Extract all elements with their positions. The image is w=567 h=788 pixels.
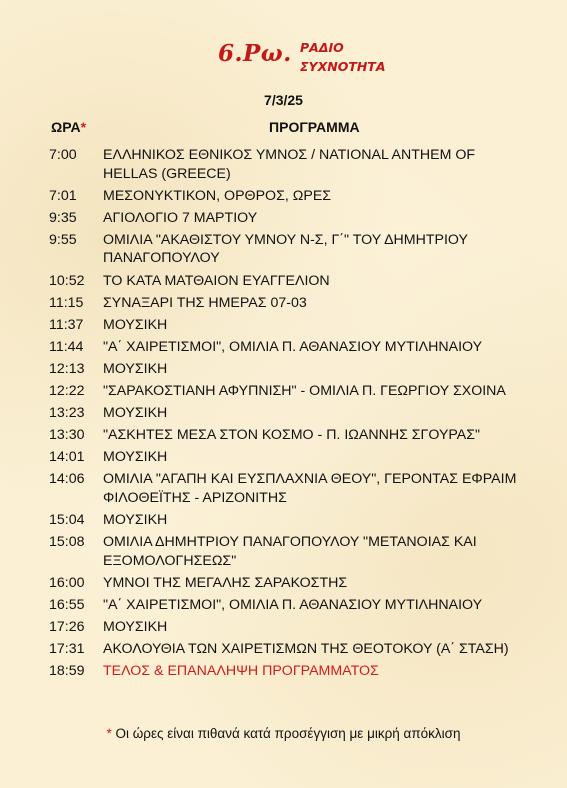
- schedule-time: 18:59: [49, 663, 85, 680]
- schedule-program: ΟΜΙΛΙΑ "ΑΚΑΘΙΣΤΟΥ ΥΜΝΟΥ Ν-Σ, Γ΄" ΤΟΥ ΔΗΜΗΤΡΙΟΥ ΠΑΝΑΓΟΠΟΥΛΟΥ: [103, 231, 468, 267]
- station-logo: 6.Ρω.: [218, 40, 292, 67]
- schedule-time: 14:01: [49, 449, 85, 466]
- schedule-program: ΤΟ ΚΑΤΑ ΜΑΤΘΑΙΟΝ ΕΥΑΓΓΕΛΙΟΝ: [103, 272, 330, 289]
- radio-label: ΡΑΔΙΟ: [300, 40, 344, 55]
- schedule-row: [49, 338, 519, 357]
- schedule-program: "Α΄ ΧΑΙΡΕΤΙΣΜΟΙ", ΟΜΙΛΙΑ Π. ΑΘΑΝΑΣΙΟΥ ΜΥΤΙΛΗΝΑΙΟΥ: [103, 338, 483, 355]
- schedule-time: 9:55: [49, 231, 77, 248]
- schedule-row: [49, 231, 519, 268]
- schedule-time: 15:08: [49, 534, 85, 551]
- schedule-program: "ΑΣΚΗΤΕΣ ΜΕΣΑ ΣΤΟΝ ΚΟΣΜΟ - Π. ΙΩΑΝΝΗΣ ΣΓΟΥΡΑΣ": [103, 427, 481, 444]
- station-subtitle: [300, 38, 386, 76]
- schedule-time: 11:44: [49, 338, 84, 355]
- schedule-program: "Α΄ ΧΑΙΡΕΤΙΣΜΟΙ", ΟΜΙΛΙΑ Π. ΑΘΑΝΑΣΙΟΥ ΜΥΤΙΛΗΝΑΙΟΥ: [103, 596, 483, 613]
- schedule-time: 15:04: [49, 512, 85, 529]
- schedule-row: [49, 187, 519, 206]
- schedule-row: [49, 146, 519, 183]
- schedule-time: 10:52: [49, 272, 85, 289]
- schedule-program: ΑΓΙΟΛΟΓΙΟ 7 ΜΑΡΤΙΟΥ: [103, 209, 258, 226]
- schedule-list: [49, 146, 519, 684]
- schedule-row: [49, 596, 519, 615]
- schedule-row: [49, 618, 519, 637]
- schedule-row: [49, 470, 519, 507]
- schedule-row: [49, 662, 519, 681]
- schedule-program: ΜΟΥΣΙΚΗ: [103, 619, 168, 636]
- schedule-time: 7:01: [49, 187, 77, 204]
- schedule-program: ΣΥΝΑΞΑΡΙ ΤΗΣ ΗΜΕΡΑΣ 07-03: [103, 294, 307, 311]
- schedule-time: 11:37: [49, 316, 84, 333]
- schedule-time: 7:00: [49, 147, 77, 163]
- schedule-row: [49, 294, 519, 313]
- schedule-row: [49, 272, 519, 291]
- schedule-program: ΟΜΙΛΙΑ "ΑΓΑΠΗ ΚΑΙ ΕΥΣΠΛΑΧΝΙΑ ΘΕΟΥ", ΓΕΡΟΝΤΑΣ ΕΦΡΑΙΜ ΦΙΛΟΘΕΪΤΗΣ - ΑΡΙΖΟΝΙΤΗΣ: [103, 471, 517, 506]
- schedule-program: ΜΟΥΣΙΚΗ: [103, 405, 168, 422]
- asterisk-mark: *: [80, 119, 87, 135]
- schedule-time: 13:30: [49, 427, 85, 444]
- schedule-row: [49, 511, 519, 530]
- schedule-program: ΥΜΝΟΙ ΤΗΣ ΜΕΓΑΛΗΣ ΣΑΡΑΚΟΣΤΗΣ: [103, 574, 348, 591]
- schedule-row: [49, 382, 519, 401]
- schedule-program: ΤΕΛΟΣ & ΕΠΑΝΑΛΗΨΗ ΠΡΟΓΡΑΜΜΑΤΟΣ: [103, 663, 379, 680]
- schedule-date: 7/3/25: [264, 92, 303, 108]
- frequency-label: ΣΥΧΝΟΤΗΤΑ: [300, 59, 386, 74]
- time-column-header: [51, 119, 86, 135]
- schedule-program: ΜΟΥΣΙΚΗ: [103, 512, 168, 529]
- schedule-program: "ΣΑΡΑΚΟΣΤΙΑΝΗ ΑΦΥΠΝΙΣΗ" - ΟΜΙΛΙΑ Π. ΓΕΩΡΓΙΟΥ ΣΧΟΙΝΑ: [103, 383, 506, 400]
- schedule-time: 16:55: [49, 596, 85, 613]
- schedule-program: ΜΟΥΣΙΚΗ: [103, 316, 168, 333]
- schedule-program: ΜΕΣΟΝΥΚΤΙΚΟΝ, ΟΡΘΡΟΣ, ΩΡΕΣ: [103, 187, 332, 204]
- schedule-time: 16:00: [49, 574, 85, 591]
- schedule-row: [49, 574, 519, 593]
- schedule-program: ΕΛΛΗΝΙΚΟΣ ΕΘΝΙΚΟΣ ΥΜΝΟΣ / NATIONAL ANTHEM OF HELLAS (GREECE): [103, 147, 476, 182]
- schedule-row: [49, 426, 519, 445]
- schedule-row: [49, 404, 519, 423]
- schedule-time: 14:06: [49, 471, 85, 488]
- schedule-row: [49, 533, 519, 570]
- footnote: [0, 726, 567, 741]
- header: [0, 38, 567, 78]
- schedule-time: 11:15: [49, 294, 84, 311]
- schedule-program: ΜΟΥΣΙΚΗ: [103, 360, 168, 377]
- schedule-row: [49, 360, 519, 379]
- schedule-row: [49, 316, 519, 335]
- schedule-program: ΜΟΥΣΙΚΗ: [103, 449, 168, 466]
- schedule-program: ΟΜΙΛΙΑ ΔΗΜΗΤΡΙΟΥ ΠΑΝΑΓΟΠΟΥΛΟΥ "ΜΕΤΑΝΟΙΑΣ ΚΑΙ ΕΞΟΜΟΛΟΓΗΣΕΩΣ": [103, 534, 477, 569]
- schedule-row: [49, 640, 519, 659]
- schedule-time: 17:31: [49, 641, 85, 658]
- schedule-time: 17:26: [49, 619, 85, 636]
- footnote-asterisk: *: [106, 726, 112, 741]
- footnote-text: Οι ώρες είναι πιθανά κατά προσέγγιση με μικρή απόκλιση: [111, 726, 461, 741]
- time-header-label: ΩΡΑ: [51, 119, 81, 135]
- program-column-header: ΠΡΟΓΡΑΜΜΑ: [269, 119, 360, 135]
- schedule-row: [49, 448, 519, 467]
- schedule-program: ΑΚΟΛΟΥΘΙΑ ΤΩΝ ΧΑΙΡΕΤΙΣΜΩΝ ΤΗΣ ΘΕΟΤΟΚΟΥ (Α΄ ΣΤΑΣΗ): [103, 641, 509, 658]
- schedule-time: 9:35: [49, 209, 77, 226]
- schedule-time: 13:23: [49, 405, 85, 422]
- schedule-row: [49, 209, 519, 228]
- schedule-time: 12:13: [49, 360, 85, 377]
- schedule-time: 12:22: [49, 383, 85, 400]
